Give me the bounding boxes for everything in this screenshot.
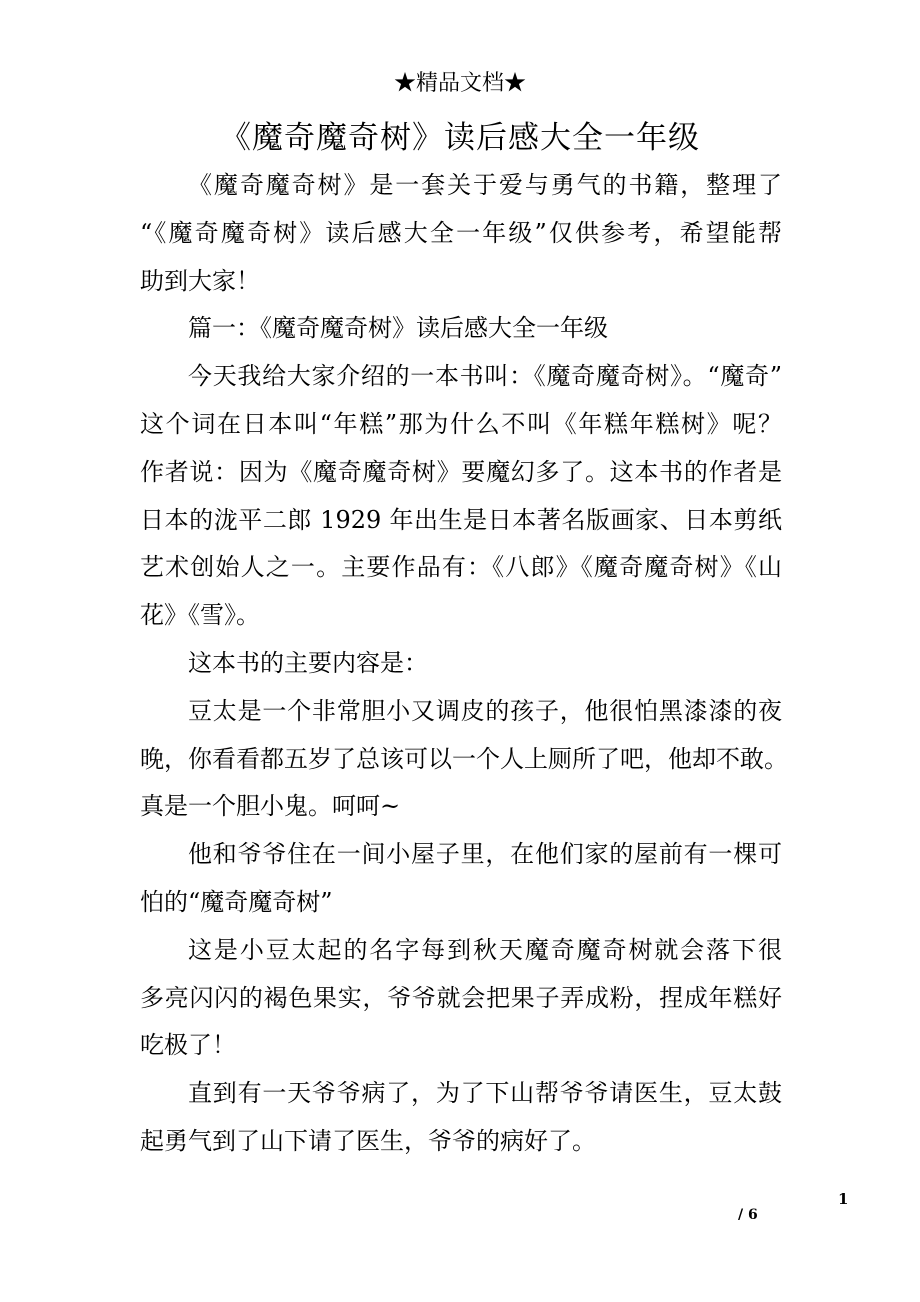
text-line: 起勇气到了山下请了医生，爷爷的病好了。 [140,1126,596,1155]
text-line: “《魔奇魔奇树》读后感大全一年级”仅供参考，希望能帮 [140,218,782,247]
text-line: 这个词在日本叫“年糕”那为什么不叫《年糕年糕树》呢？ [140,409,782,438]
text-line: 真是一个胆小鬼。呵呵~ [140,792,401,821]
text-line: 这本书的主要内容是： [188,648,428,677]
text-line: 晚，你看看都五岁了总该可以一个人上厕所了吧，他却不敢。 [140,744,788,773]
page-header: ★精品文档★ [393,71,526,96]
text-line: 怕的“魔奇魔奇树” [140,887,333,916]
text-line: 《魔奇魔奇树》是一套关于爱与勇气的书籍，整理了 [188,171,782,199]
text-line: 他和爷爷住在一间小屋子里，在他们家的屋前有一棵可 [188,840,782,869]
text-line: 豆太是一个非常胆小又调皮的孩子，他很怕黑漆漆的夜 [188,696,782,725]
document-body [140,162,788,1166]
text-line: 吃极了！ [140,1031,236,1060]
text-line: 多亮闪闪的褐色果实，爷爷就会把果子弄成粉，捏成年糕好 [140,983,782,1012]
text-line: 花》《雪》。 [140,601,260,630]
page-total: / 6 [738,1207,758,1223]
text-line: 这是小豆太起的名字每到秋天魔奇魔奇树就会落下很 [188,935,782,964]
text-line: 直到有一天爷爷病了，为了下山帮爷爷请医生，豆太鼓 [188,1079,782,1108]
text-line: 作者说：因为《魔奇魔奇树》要魔幻多了。这本书的作者是 [140,457,782,486]
text-line: 日本的泷平二郎 1929 年出生是日本著名版画家、日本剪纸 [140,505,782,534]
text-line: 篇一：《魔奇魔奇树》读后感大全一年级 [188,314,608,343]
page-number: 1 [838,1190,849,1208]
text-line: 今天我给大家介绍的一本书叫：《魔奇魔奇树》。“魔奇” [188,362,782,391]
document-title: 《魔奇魔奇树》读后感大全一年级 [220,120,700,156]
text-line: 助到大家！ [140,266,260,295]
text-line: 艺术创始人之一。主要作品有：《八郎》《魔奇魔奇树》《山 [140,553,782,582]
